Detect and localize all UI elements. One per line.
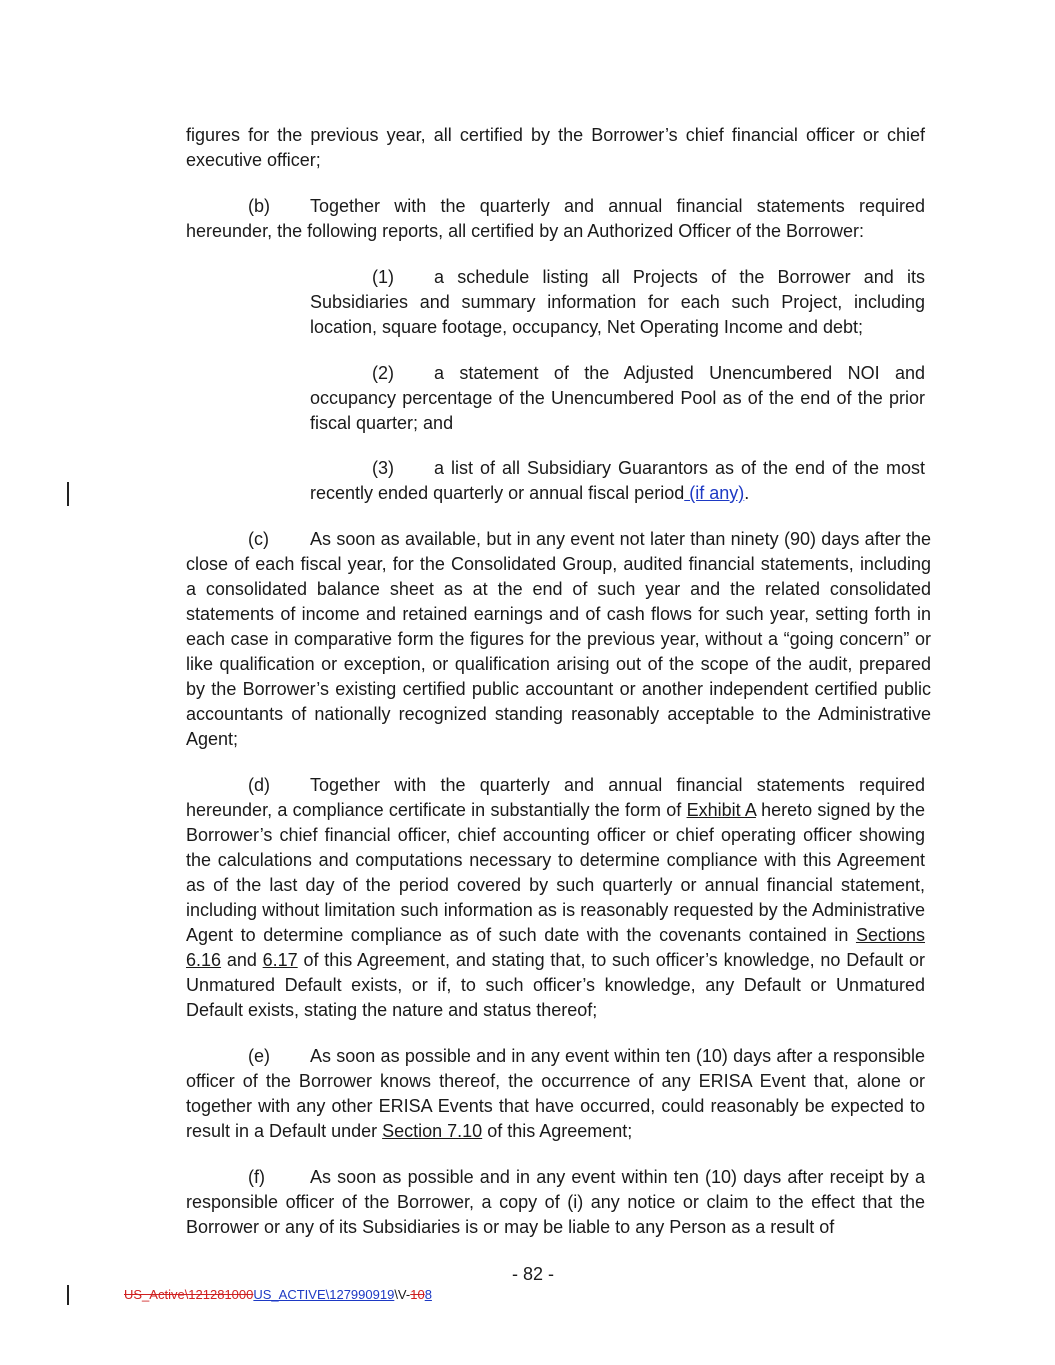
paragraph-text: of this Agreement; <box>482 1121 633 1141</box>
subparagraph-label: (3) <box>372 458 394 478</box>
paragraph-text: of this Agreement, and stating that, to such officer’s knowledge, no Default or Unmatured Default exists, or if, to such officer’s knowledge, any Default or Unmatured Default exists, stating the nature and status thereof; <box>186 950 925 1020</box>
footer-change-bar <box>67 1285 69 1305</box>
subparagraph-2 <box>310 361 925 436</box>
paragraph-label: (b) <box>248 196 270 216</box>
paragraph-text: hereto signed by the Borrower’s chief financial officer, chief accounting officer or chief operating officer showing the calculations and computations necessary to determine compliance with this Agreement as of the last day of the period covered by such quarterly or annual financial statement, including without limitation such information as is reasonably requested by the Administrative Agent to determine compliance as of such date with the covenants contained in <box>186 800 926 945</box>
paragraph-text: As soon as possible and in any event within ten (10) days after receipt by a responsible officer of the Borrower, a copy of (i) any notice or claim to the effect that the Borrower or any of its Subsidiaries is or may be liable to any Person as a result of <box>186 1167 925 1237</box>
subparagraph-text: a schedule listing all Projects of the Borrower and its Subsidiaries and summary information for each such Project, including location, square footage, occupancy, Net Operating Income and debt; <box>310 267 925 337</box>
section-6-17-reference: 6.17 <box>262 950 298 970</box>
section-7-10-reference: Section 7.10 <box>382 1121 483 1141</box>
paragraph-label: (e) <box>248 1046 270 1066</box>
paragraph-text: figures for the previous year, all certified by the Borrower’s chief financial officer or chief executive officer; <box>186 125 925 170</box>
change-bar <box>67 482 69 506</box>
paragraph-label: (d) <box>248 775 270 795</box>
subparagraph-label: (1) <box>372 267 394 287</box>
paragraph-text: As soon as possible and in any event within ten (10) days after a responsible officer of the Borrower knows thereof, the occurrence of any ERISA Event that, alone or together with any other ERISA Events that have occurred, could reasonably be expected to result in a Default under <box>186 1046 925 1141</box>
subparagraph-3 <box>310 456 925 506</box>
paragraph-d <box>186 773 925 1023</box>
deleted-version: 10 <box>410 1287 425 1302</box>
sections-6-16-reference: Sections 6.16 <box>186 925 925 970</box>
subparagraph-text: a list of all Subsidiary Guarantors as of the end of the most recently ended quarterly or annual fiscal period <box>310 458 925 503</box>
subparagraph-end: . <box>744 483 750 503</box>
version-prefix: \V- <box>394 1287 411 1302</box>
paragraph-text: Together with the quarterly and annual financial statements required hereunder, a compliance certificate in substantially the form of <box>186 775 925 820</box>
paragraph-c <box>186 527 931 752</box>
subparagraph-text: a statement of the Adjusted Unencumbered NOI and occupancy percentage of the Unencumbered Pool as of the end of the prior fiscal quarter; and <box>310 363 925 433</box>
document-id-footer <box>124 1286 432 1304</box>
inserted-version: 8 <box>424 1287 432 1302</box>
paragraph-label: (c) <box>248 529 269 549</box>
inserted-document-id: US_ACTIVE\127990919 <box>253 1287 395 1302</box>
paragraph-label: (f) <box>248 1167 265 1187</box>
page-number: - 82 - <box>511 1264 554 1284</box>
paragraph-text: As soon as available, but in any event not later than ninety (90) days after the close of each fiscal year, for the Consolidated Group, audited financial statements, including a consolidated balance sheet as at the end of such year and the related consolidated statements of income and retained earnings and of cash flows for such year, setting forth in each case in comparative form the figures for the previous year, without a “going concern” or like qualification or exception, or qualification arising out of the scope of the audit, prepared by the Borrower’s existing certified public accountant or another independent certified public accountants of nationally recognized standing reasonably acceptable to the Administrative Agent; <box>186 529 931 749</box>
inserted-text: (if any) <box>684 483 745 503</box>
exhibit-a-reference: Exhibit A <box>686 800 756 820</box>
paragraph-e <box>186 1044 925 1144</box>
paragraph-b <box>186 194 925 244</box>
deleted-document-id: US_Active\121281000 <box>124 1287 254 1302</box>
paragraph-f <box>186 1165 925 1240</box>
subparagraph-label: (2) <box>372 363 394 383</box>
subparagraph-1 <box>310 265 925 340</box>
paragraph-text: Together with the quarterly and annual financial statements required hereunder, the following reports, all certified by an Authorized Officer of the Borrower: <box>186 196 925 241</box>
paragraph-continuation <box>186 123 925 173</box>
paragraph-text: and <box>221 950 263 970</box>
